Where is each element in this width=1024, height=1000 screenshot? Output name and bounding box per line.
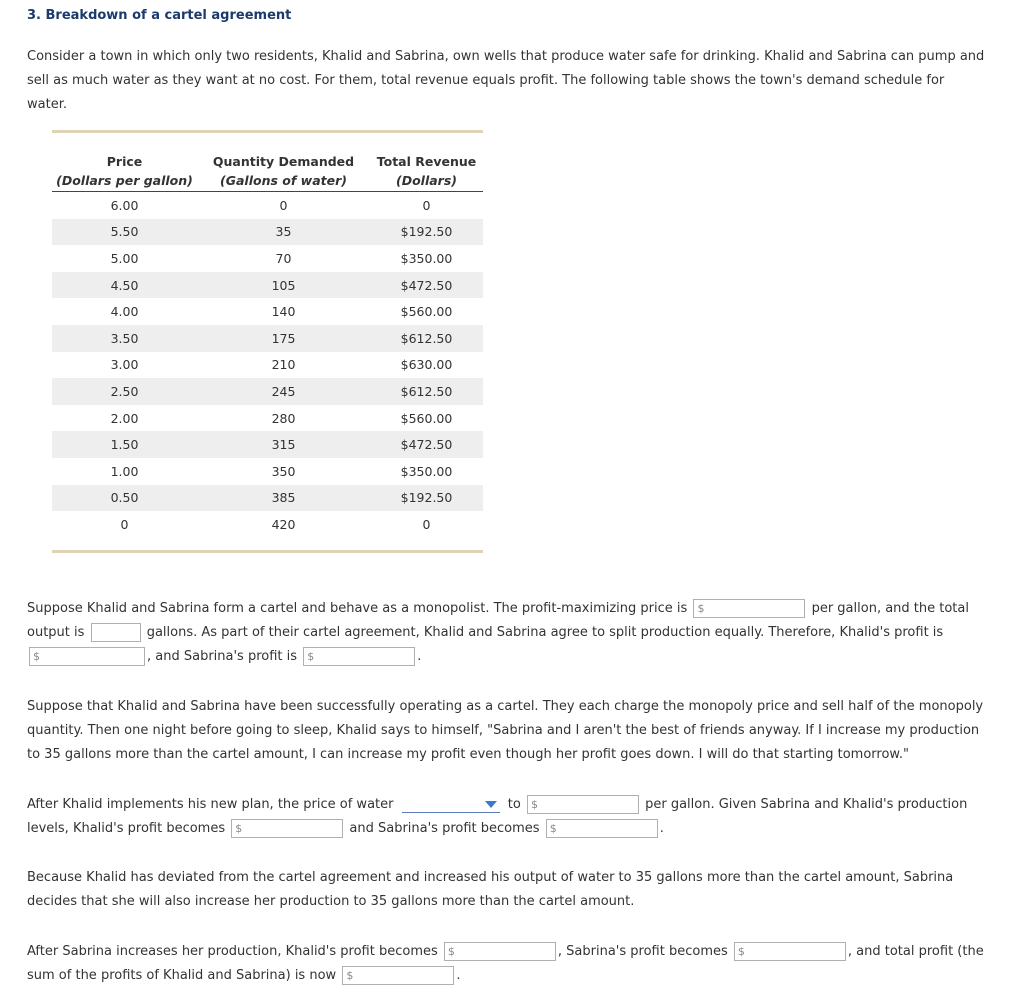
dollar-prefix: $ — [530, 798, 538, 811]
q2-text-4: and Sabrina's profit becomes — [349, 821, 540, 836]
sabrina-response-paragraph: Because Khalid has deviated from the cartel agreement and increased his output of water to 35 gallons more than the cartel amount, Sabrina decides that she will also increase her production to 35 gallons more than the cartel amount. — [27, 870, 954, 909]
total-output-input[interactable] — [91, 623, 141, 642]
price-cell: 0.50 — [52, 485, 197, 512]
price-cell: 1.00 — [110, 463, 139, 479]
table-row — [52, 325, 483, 352]
price-change-dropdown[interactable] — [402, 796, 500, 813]
table-bottom-rule — [52, 550, 483, 553]
khalid-cartel-profit-input[interactable] — [29, 647, 145, 666]
table-row — [52, 511, 483, 538]
table-row — [52, 378, 483, 405]
dollar-prefix: $ — [549, 822, 557, 835]
q3-text-1: After Sabrina increases her production, Khalid's profit becomes — [27, 944, 438, 959]
quantity-cell: 0 — [279, 197, 288, 213]
q1-text-2: per gallon, and the total output is — [27, 601, 969, 640]
dollar-prefix: $ — [737, 945, 745, 958]
dollar-prefix: $ — [33, 650, 40, 663]
q2-text-3: per gallon. Given Sabrina and Khalid's production levels, Khalid's profit becomes — [27, 797, 968, 836]
revenue-cell: $630.00 — [400, 357, 453, 373]
quantity-cell: 70 — [275, 250, 292, 266]
dollar-prefix: $ — [346, 969, 354, 982]
revenue-cell: $560.00 — [400, 410, 453, 426]
price-cell: 3.50 — [52, 325, 197, 352]
table-row — [52, 272, 483, 299]
question-3 — [27, 940, 997, 988]
table-row — [52, 458, 483, 485]
header-price-unit: (Dollars per gallon) — [52, 169, 197, 192]
q2-text-2: to — [507, 797, 521, 812]
sabrina-new-profit-input[interactable] — [546, 819, 658, 838]
table-row — [52, 219, 483, 246]
q3-text-3: , and total profit (the sum of the profits of Khalid and Sabrina) is now — [27, 944, 984, 983]
price-cell: 2.50 — [52, 378, 197, 405]
quantity-cell: 280 — [271, 410, 296, 426]
dollar-prefix: $ — [235, 822, 243, 835]
sabrina-cartel-profit-input[interactable] — [303, 647, 415, 666]
quantity-cell: 420 — [271, 516, 296, 532]
revenue-cell: $472.50 — [370, 272, 483, 299]
quantity-cell: 140 — [271, 304, 296, 320]
table-row — [52, 352, 483, 379]
monopoly-price-input[interactable] — [693, 599, 805, 618]
revenue-cell: 0 — [422, 516, 431, 532]
quantity-cell: 210 — [271, 357, 296, 373]
table-row — [52, 192, 483, 219]
price-cell: 3.00 — [110, 357, 139, 373]
intro-paragraph: Consider a town in which only two residents, Khalid and Sabrina, own wells that produce water safe for drinking. Khalid and Sabrina can pump and sell as much water as they want at no cost. For them, total revenue equals profit. The following table shows the town's demand schedule for water. — [27, 49, 985, 112]
price-cell: 2.00 — [110, 410, 139, 426]
q2-text-5: . — [659, 821, 664, 836]
quantity-cell: 350 — [271, 463, 296, 479]
chevron-down-icon — [485, 801, 497, 808]
revenue-cell: $350.00 — [400, 250, 453, 266]
dollar-prefix: $ — [307, 650, 315, 663]
header-price: Price — [106, 154, 143, 169]
q1-text-4: , and Sabrina's profit is — [147, 649, 298, 664]
table-row — [52, 405, 483, 432]
header-quantity: Quantity Demanded — [212, 154, 355, 169]
dollar-prefix: $ — [697, 602, 705, 615]
table-row — [52, 485, 483, 512]
price-cell: 5.00 — [110, 250, 139, 266]
quantity-cell: 35 — [197, 219, 370, 246]
quantity-cell: 105 — [197, 272, 370, 299]
revenue-cell: $472.50 — [370, 431, 483, 458]
question-title: 3. Breakdown of a cartel agreement — [27, 8, 292, 23]
price-cell: 4.00 — [110, 304, 139, 320]
q1-text-3: gallons. As part of their cartel agreement, Khalid and Sabrina agree to split production equally. Therefore, Khalid's profit is — [146, 625, 944, 640]
khalid-plan-paragraph: Suppose that Khalid and Sabrina have been successfully operating as a cartel. They each charge the monopoly price and sell half of the monopoly quantity. Then one night before going to sleep, Khalid says to himself, "Sabrina and I aren't the best of friends anyway. If I increase my production to 35 gallons more than the cartel amount, I can increase my profit even though her profit goes down. I will do that starting tomorrow." — [27, 699, 984, 762]
khalid-new-profit-input[interactable] — [231, 819, 343, 838]
q1-text-5: . — [417, 649, 422, 664]
dollar-prefix: $ — [447, 945, 455, 958]
total-profit-input[interactable] — [342, 966, 454, 985]
quantity-cell: 315 — [197, 431, 370, 458]
price-cell: 0 — [120, 516, 129, 532]
table-row — [52, 298, 483, 325]
header-quantity-unit: (Gallons of water) — [197, 169, 370, 192]
table-row — [52, 431, 483, 458]
price-cell: 6.00 — [110, 197, 139, 213]
q3-text-2: , Sabrina's profit becomes — [557, 944, 728, 959]
revenue-cell: $612.50 — [370, 378, 483, 405]
khalid-final-profit-input[interactable] — [444, 942, 556, 961]
demand-schedule-table — [52, 130, 483, 553]
header-revenue-unit: (Dollars) — [370, 169, 483, 192]
quantity-cell: 385 — [197, 485, 370, 512]
revenue-cell: $192.50 — [370, 219, 483, 246]
price-cell: 1.50 — [52, 431, 197, 458]
price-cell: 4.50 — [52, 272, 197, 299]
quantity-cell: 245 — [197, 378, 370, 405]
revenue-cell: $350.00 — [400, 463, 453, 479]
sabrina-final-profit-input[interactable] — [734, 942, 846, 961]
question-1 — [27, 597, 997, 669]
table-row — [52, 245, 483, 272]
new-price-input[interactable] — [527, 795, 639, 814]
quantity-cell: 175 — [197, 325, 370, 352]
q2-text-1: After Khalid implements his new plan, the price of water — [27, 797, 394, 812]
price-cell: 5.50 — [52, 219, 197, 246]
revenue-cell: 0 — [422, 197, 431, 213]
revenue-cell: $612.50 — [370, 325, 483, 352]
revenue-cell: $192.50 — [370, 485, 483, 512]
revenue-cell: $560.00 — [400, 304, 453, 320]
q1-text-1: Suppose Khalid and Sabrina form a cartel and behave as a monopolist. The profit-maximizing price is — [27, 601, 688, 616]
header-revenue: Total Revenue — [376, 154, 477, 169]
q3-text-4: . — [456, 968, 461, 983]
question-2 — [27, 793, 997, 841]
